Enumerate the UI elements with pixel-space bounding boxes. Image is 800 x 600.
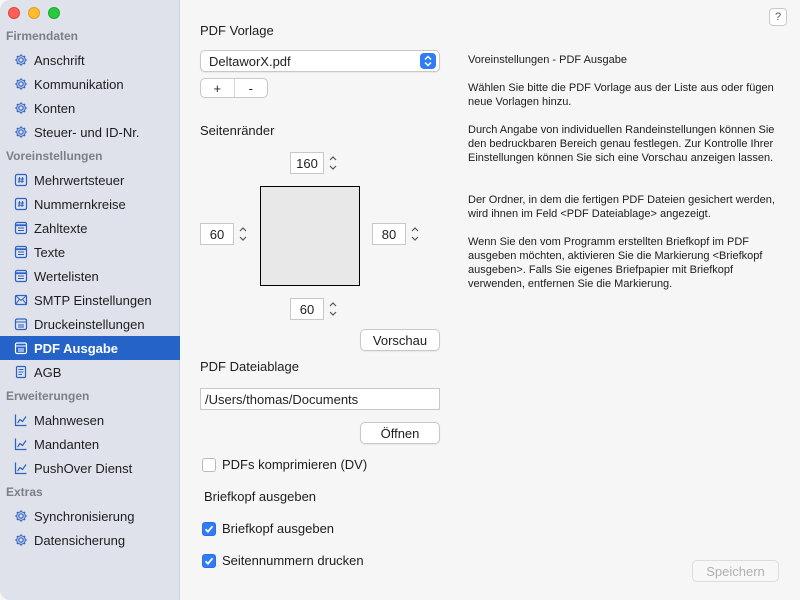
sidebar-item-kommunikation[interactable]: [0, 72, 180, 96]
sidebar-item-steuer-und-id-nr[interactable]: [0, 120, 180, 144]
sidebar-item-wertelisten[interactable]: [0, 264, 180, 288]
gear-icon: [14, 53, 28, 67]
sidebar-item-nummernkreise[interactable]: [0, 192, 180, 216]
chart-icon: [14, 461, 28, 475]
sidebar-item-label: Steuer- und ID-Nr.: [34, 124, 140, 140]
sidebar-section-heading: Voreinstellungen: [6, 149, 103, 163]
margin-bottom-field[interactable]: 60: [290, 298, 324, 320]
sidebar-item-label: Synchronisierung: [34, 508, 135, 524]
list-icon: [14, 221, 28, 235]
checkbox-unchecked-icon: [202, 458, 216, 472]
sidebar-item-label: Texte: [34, 244, 66, 260]
sidebar-item-label: PushOver Dienst: [34, 460, 133, 476]
sidebar-item-label: Mandanten: [34, 436, 100, 452]
save-button[interactable]: Speichern: [692, 560, 779, 582]
sidebar-item-druckeinstellungen[interactable]: [0, 312, 180, 336]
add-template-button[interactable]: +: [201, 79, 235, 97]
open-folder-button[interactable]: Öffnen: [360, 422, 440, 444]
margin-bottom-stepper[interactable]: [327, 298, 339, 320]
chart-icon: [14, 437, 28, 451]
sidebar-item-smtp-einstellungen[interactable]: [0, 288, 180, 312]
sidebar-item-label: Nummernkreise: [34, 196, 126, 212]
margins-heading: Seitenränder: [200, 123, 275, 138]
help-button[interactable]: ?: [769, 8, 787, 26]
preview-button[interactable]: Vorschau: [360, 329, 440, 351]
template-add-remove-control: [200, 78, 268, 98]
sidebar-item-label: SMTP Einstellungen: [34, 292, 152, 308]
gear-icon: [14, 125, 28, 139]
compress-pdf-label: PDFs komprimieren (DV): [222, 457, 368, 472]
sidebar-item-anschrift[interactable]: [0, 48, 180, 72]
envelope-icon: [14, 293, 28, 307]
page-numbers-checkbox[interactable]: [202, 553, 364, 568]
margin-left-stepper[interactable]: [237, 223, 249, 245]
sidebar-item-mehrwertsteuer[interactable]: [0, 168, 180, 192]
sidebar-item-zahltexte[interactable]: [0, 216, 180, 240]
checkmark-icon: [202, 522, 216, 536]
pdf-template-popup[interactable]: [200, 50, 440, 72]
sidebar-item-agb[interactable]: [0, 360, 180, 384]
window-controls: [8, 7, 60, 19]
printer-icon: [14, 317, 28, 331]
sidebar-item-mahnwesen[interactable]: [0, 408, 180, 432]
sidebar-section-heading: Erweiterungen: [6, 389, 90, 403]
pdf-template-heading: PDF Vorlage: [200, 23, 274, 38]
sidebar-item-label: Anschrift: [34, 52, 85, 68]
sidebar-item-konten[interactable]: [0, 96, 180, 120]
letterhead-label: Briefkopf ausgeben: [222, 521, 335, 536]
margin-top-field[interactable]: 160: [290, 152, 324, 174]
sidebar-item-label: Druckeinstellungen: [34, 316, 145, 332]
info-paragraph-3: Der Ordner, in dem die fertigen PDF Dateien gesichert werden, wird ihnen im Feld <PDF Dateiablage> angezeigt.: [468, 194, 775, 220]
margin-left-field[interactable]: 60: [200, 223, 234, 245]
sidebar-item-label: AGB: [34, 364, 62, 380]
sidebar-item-mandanten[interactable]: [0, 432, 180, 456]
gear-icon: [14, 509, 28, 523]
info-title: Voreinstellungen - PDF Ausgabe: [468, 54, 627, 66]
page-numbers-label: Seitennummern drucken: [222, 553, 364, 568]
list-icon: [14, 245, 28, 259]
margin-right-field[interactable]: 80: [372, 223, 406, 245]
sidebar-item-pdf-ausgabe[interactable]: [0, 336, 180, 360]
compress-pdf-checkbox[interactable]: [202, 457, 367, 472]
info-paragraph-1: Wählen Sie bitte die PDF Vorlage aus der Liste aus oder fügen neue Vorlagen hinzu.: [468, 82, 774, 108]
sidebar-item-label: Konten: [34, 100, 76, 116]
margin-right-stepper[interactable]: [409, 223, 421, 245]
list-icon: [14, 269, 28, 283]
gear-icon: [14, 77, 28, 91]
zoom-window-button[interactable]: [48, 7, 60, 19]
sidebar-section-heading: Extras: [6, 485, 43, 499]
sidebar-item-pushover-dienst[interactable]: [0, 456, 180, 480]
document-icon: [14, 365, 28, 379]
sidebar-item-label: Mehrwertsteuer: [34, 172, 125, 188]
sidebar-section-heading: Firmendaten: [6, 29, 79, 43]
info-paragraph-4: Wenn Sie den vom Programm erstellten Briefkopf im PDF ausgeben möchten, aktivieren Sie die Markierung <Briefkopf ausgeben>. Falls Sie eigenes Briefpapier mit Briefkopf verwenden, entfernen Sie die Markierung.: [468, 236, 763, 290]
sidebar-item-texte[interactable]: [0, 240, 180, 264]
pdf-template-selected: DeltaworX.pdf: [209, 53, 291, 69]
chart-icon: [14, 413, 28, 427]
hash-icon: [14, 197, 28, 211]
hash-icon: [14, 173, 28, 187]
sidebar-item-label: Wertelisten: [34, 268, 99, 284]
sidebar-item-label: PDF Ausgabe: [34, 340, 119, 356]
sidebar-item-datensicherung[interactable]: [0, 528, 180, 552]
sidebar-item-label: Kommunikation: [34, 76, 124, 92]
printer-icon: [14, 341, 28, 355]
pdf-folder-heading: PDF Dateiablage: [200, 359, 299, 374]
chevron-up-down-icon: [420, 53, 436, 69]
sidebar-item-label: Zahltexte: [34, 220, 88, 236]
close-window-button[interactable]: [8, 7, 20, 19]
letterhead-heading: Briefkopf ausgeben: [204, 489, 317, 504]
gear-icon: [14, 533, 28, 547]
sidebar-item-label: Mahnwesen: [34, 412, 105, 428]
margin-top-stepper[interactable]: [327, 152, 339, 174]
pdf-folder-path-field[interactable]: /Users/thomas/Documents: [200, 388, 440, 410]
checkmark-icon: [202, 554, 216, 568]
margin-preview-box: [260, 186, 360, 286]
letterhead-checkbox[interactable]: [202, 521, 334, 536]
remove-template-button[interactable]: -: [248, 80, 253, 96]
info-paragraph-2: Durch Angabe von individuellen Randeinstellungen können Sie den bedruckbaren Bereich genau festlegen. Zur Kontrolle Ihrer Einstellungen können Sie sich eine Vorschau anzeigen lassen.: [468, 124, 775, 164]
gear-icon: [14, 101, 28, 115]
sidebar-item-synchronisierung[interactable]: [0, 504, 180, 528]
sidebar-item-label: Datensicherung: [34, 532, 126, 548]
sidebar: [0, 0, 180, 600]
minimize-window-button[interactable]: [28, 7, 40, 19]
